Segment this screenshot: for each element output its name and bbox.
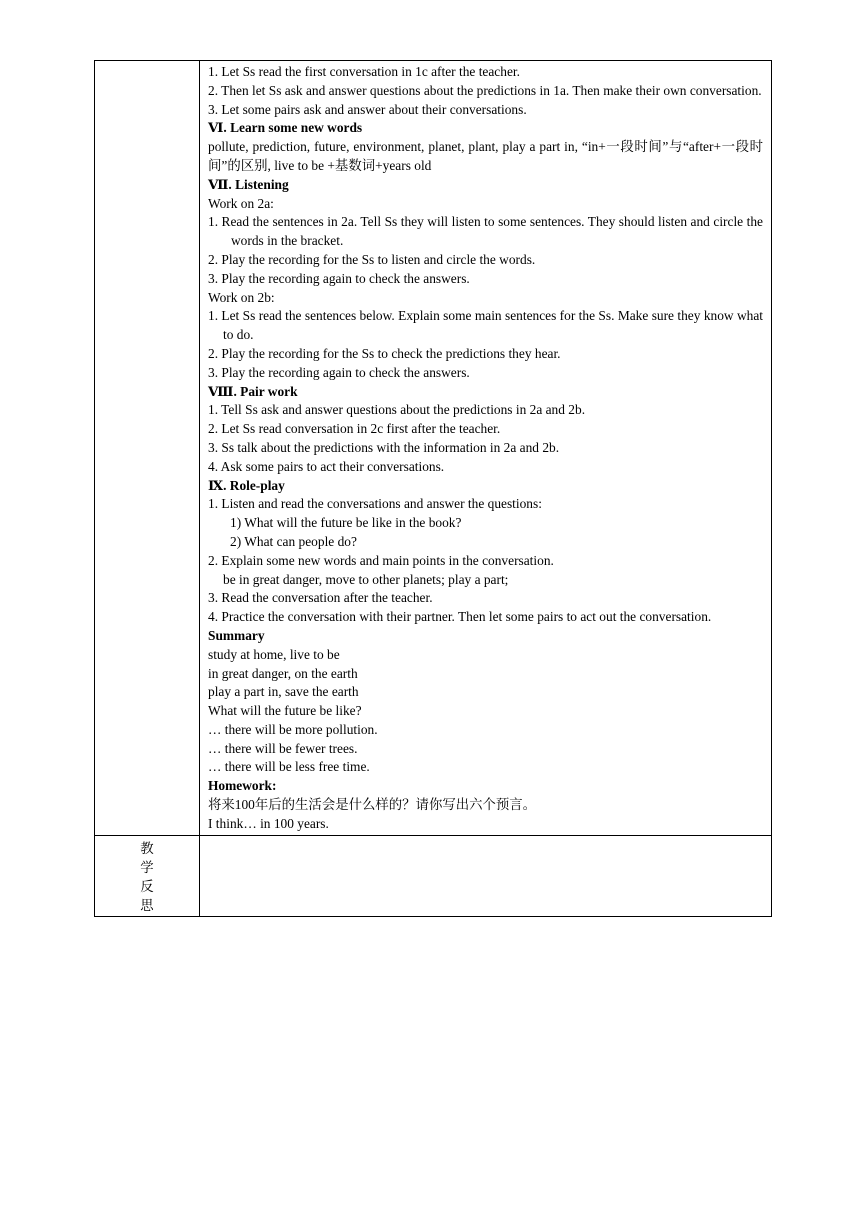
step-line: 1. Let Ss read the sentences below. Explain some main sentences for the Ss. Make sure they know what to do. [208,308,763,343]
reflection-label-char: 反 [140,878,154,894]
question-line: 1) What will the future be like in the book? [230,515,462,531]
step-line: 2. Then let Ss ask and answer questions about the predictions in 1a. Then make their own conversation. [208,82,762,98]
step-line: 3. Read the conversation after the teacher. [208,590,433,606]
sub-heading: Work on 2b: [208,289,275,305]
vocabulary-line: pollute, prediction, future, environment, planet, plant, play a part in, “in+一段时间”与“after+一段时间”的区别, live to be +基数词+years old [208,139,763,173]
step-line: 2. Explain some new words and main points in the conversation. [208,552,554,568]
procedure-row [95,61,772,836]
reflection-label-char: 学 [140,859,154,875]
summary-line: in great danger, on the earth [208,665,358,681]
reflection-label-char: 思 [140,897,154,913]
step-line: 4. Ask some pairs to act their conversations. [208,458,445,474]
section-heading-homework: Homework: [208,778,277,794]
procedure-label-cell [95,61,200,836]
section-heading-new-words: Ⅵ. Learn some new words [208,120,363,136]
step-line: 3. Ss talk about the predictions with the information in 2a and 2b. [208,439,560,455]
step-line: 1. Listen and read the conversations and answer the questions: [208,496,542,512]
summary-line: What will the future be like? [208,703,362,719]
reflection-content-cell [200,835,772,916]
homework-line: I think… in 100 years. [208,815,329,831]
step-line: 3. Play the recording again to check the answers. [208,270,470,286]
summary-line: play a part in, save the earth [208,684,359,700]
sub-heading: Work on 2a: [208,195,274,211]
section-heading-role-play: Ⅸ. Role-play [208,477,285,493]
points-line: be in great danger, move to other planets; play a part; [223,571,509,587]
summary-line: … there will be more pollution. [208,721,378,737]
procedure-content-cell [200,61,772,836]
section-heading-pair-work: Ⅷ. Pair work [208,383,298,399]
lesson-plan-table [94,60,772,917]
section-heading-listening: Ⅶ. Listening [208,176,289,192]
reflection-label-cell [95,835,200,916]
reflection-label-char: 教 [140,840,154,856]
summary-line: study at home, live to be [208,646,340,662]
question-line: 2) What can people do? [230,533,357,549]
step-line: 3. Let some pairs ask and answer about their conversations. [208,101,527,117]
summary-line: … there will be fewer trees. [208,740,358,756]
section-heading-summary: Summary [208,627,265,643]
step-line: 3. Play the recording again to check the answers. [208,364,470,380]
step-line: 1. Let Ss read the first conversation in 1c after the teacher. [208,64,520,79]
step-line: 2. Let Ss read conversation in 2c first after the teacher. [208,421,501,437]
homework-line: 将来100年后的生活会是什么样的？请你写出六个预言。 [208,797,537,813]
step-line: 2. Play the recording for the Ss to check the predictions they hear. [208,345,561,361]
step-line: 4. Practice the conversation with their partner. Then let some pairs to act out the conversation. [208,609,712,625]
summary-line: … there will be less free time. [208,759,370,775]
step-line: 2. Play the recording for the Ss to listen and circle the words. [208,251,536,267]
step-line: 1. Tell Ss ask and answer questions about the predictions in 2a and 2b. [208,402,586,418]
reflection-row [95,835,772,916]
step-line: 1. Read the sentences in 2a. Tell Ss they will listen to some sentences. They should listen and circle the words in the bracket. [208,214,763,249]
